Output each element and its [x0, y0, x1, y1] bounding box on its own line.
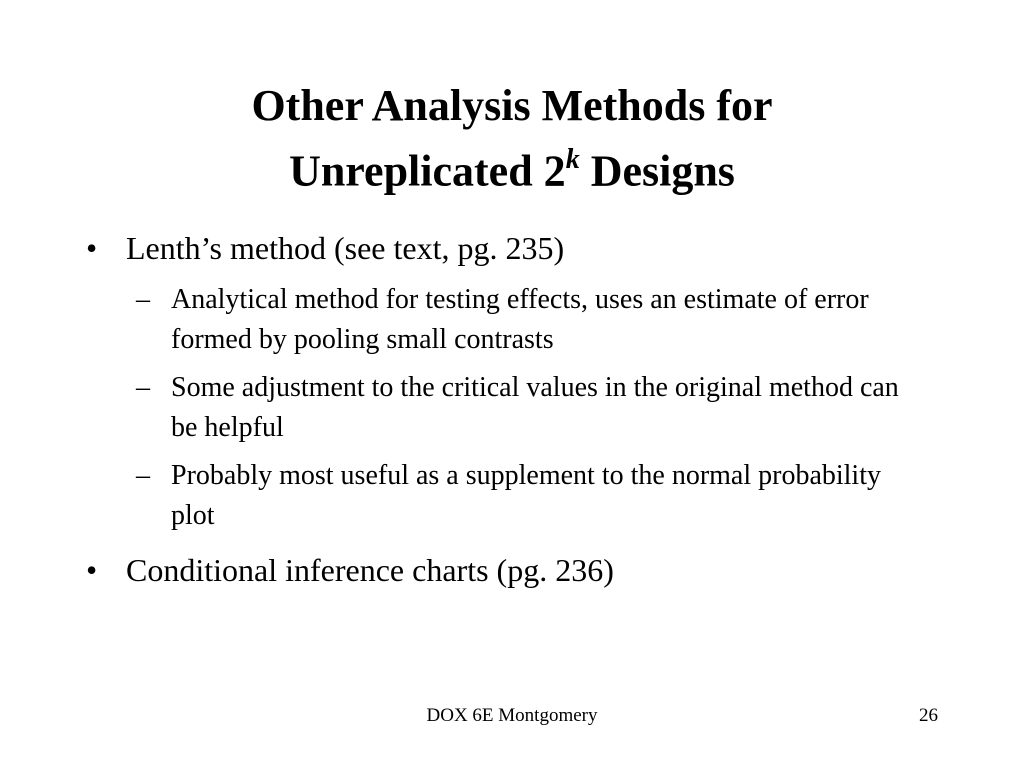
bullet-text: Conditional inference charts (pg. 236) [126, 552, 614, 588]
title-superscript-k: k [565, 144, 580, 175]
dash-marker: – [136, 460, 150, 491]
bullet-marker: • [86, 552, 98, 588]
sub-bullet-item [82, 280, 931, 360]
sub-bullet-text: Analytical method for testing effects, uses an estimate of error formed by pooling small contrasts [171, 284, 869, 355]
slide-title [0, 78, 1024, 200]
sub-bullet-item [82, 456, 931, 536]
title-line-2 [0, 134, 1024, 200]
dash-marker: – [136, 284, 150, 315]
footer-text: DOX 6E Montgomery [426, 705, 598, 726]
sub-bullet-list [82, 280, 942, 536]
sub-bullet-text: Probably most useful as a supplement to the normal probability plot [171, 460, 881, 531]
title-line-2-suffix: Designs [579, 146, 735, 196]
dash-marker: – [136, 372, 150, 403]
sub-bullet-text: Some adjustment to the critical values in the original method can be helpful [171, 372, 899, 443]
page-number: 26 [919, 705, 938, 726]
bullet-marker: • [86, 230, 98, 266]
slide-body [82, 228, 942, 590]
title-line-1: Other Analysis Methods for [251, 81, 773, 130]
bullet-text: Lenth’s method (see text, pg. 235) [126, 230, 565, 266]
sub-bullet-item [82, 368, 931, 448]
title-line-2-prefix: Unreplicated 2 [289, 146, 566, 196]
bullet-item [82, 550, 942, 590]
bullet-item [82, 228, 942, 268]
